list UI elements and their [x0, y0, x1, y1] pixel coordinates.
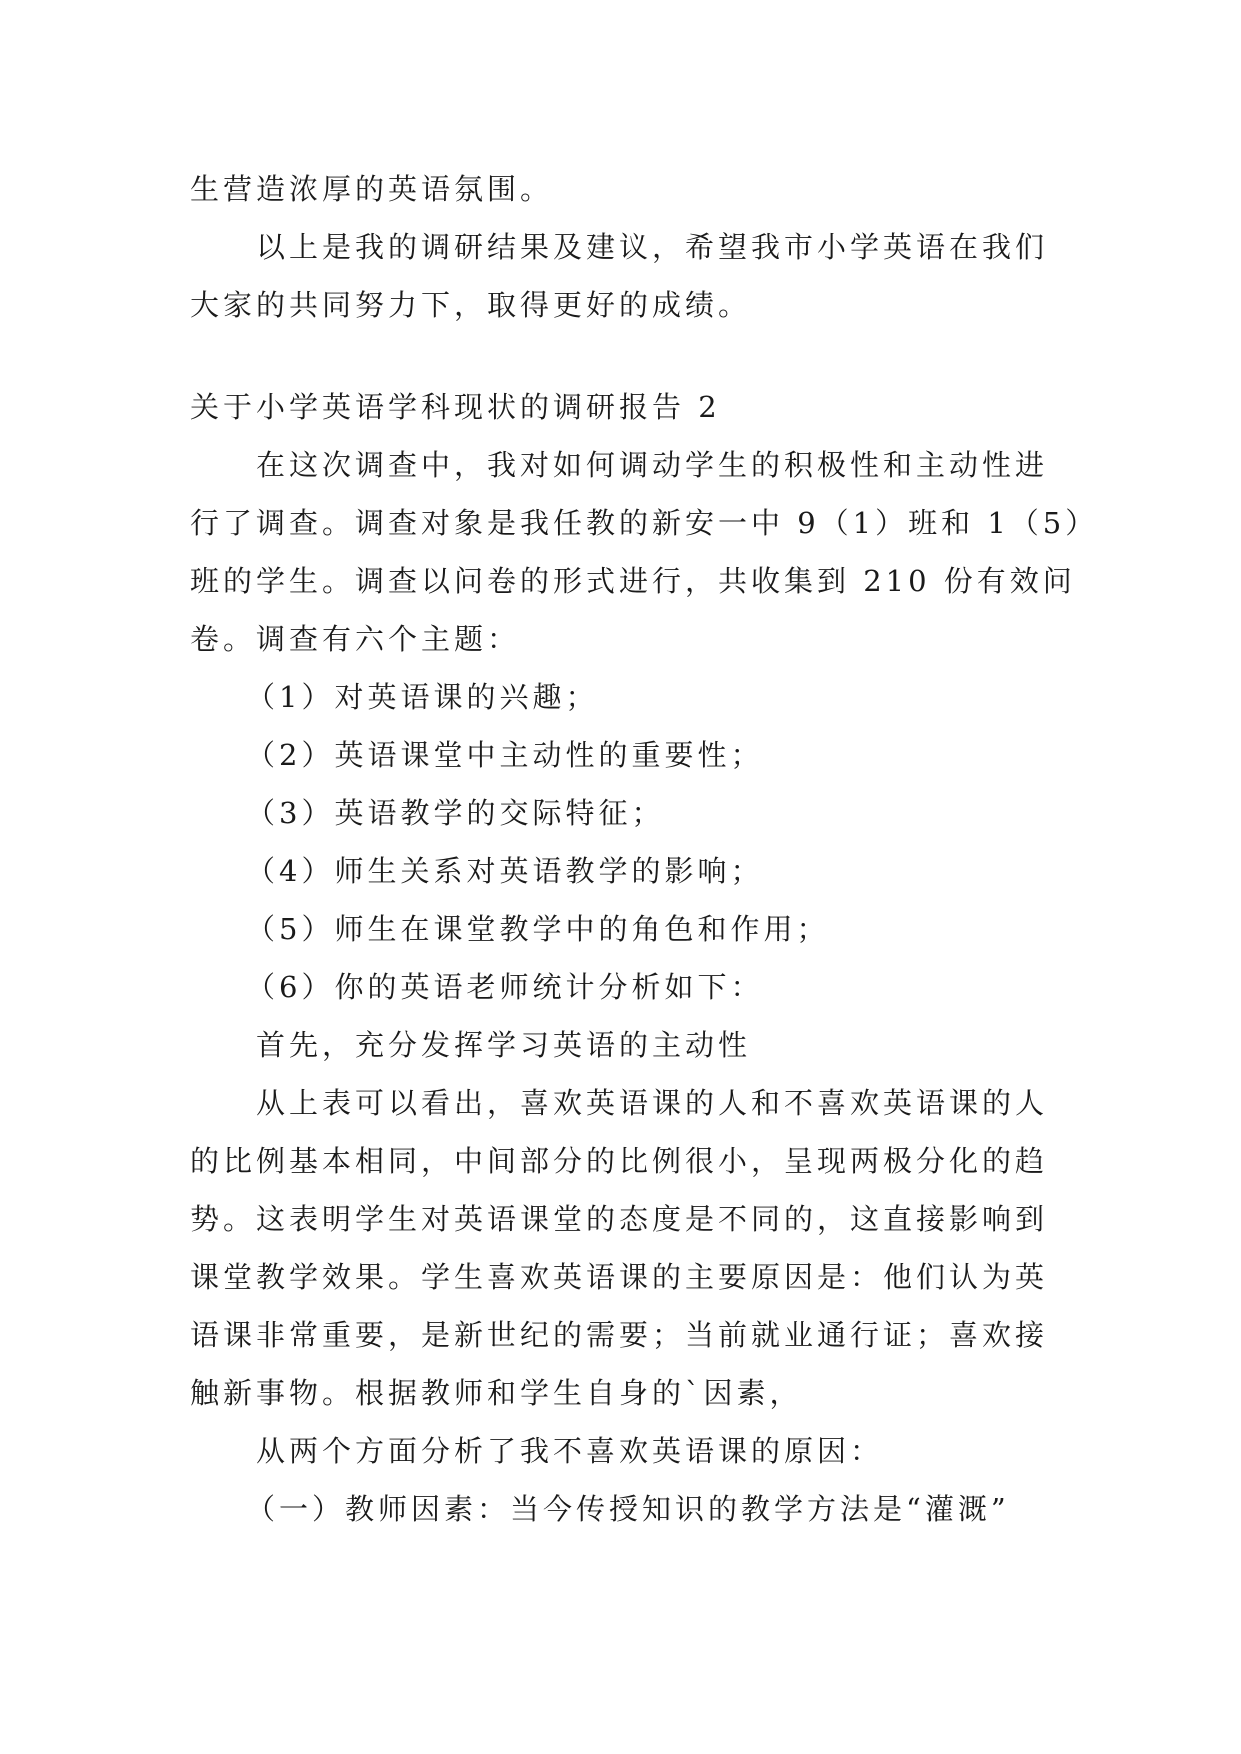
topic-item: （4）师生关系对英语教学的影响；	[246, 854, 764, 888]
paragraph-line: 的比例基本相同，中间部分的比例很小，呈现两极分化的趋	[190, 1144, 1049, 1178]
topic-item: （6）你的英语老师统计分析如下：	[246, 970, 764, 1004]
first-point: 首先，充分发挥学习英语的主动性	[256, 1028, 752, 1062]
paragraph-line: 触新事物。根据教师和学生自身的`因素，	[190, 1376, 803, 1410]
paragraph-line: 以上是我的调研结果及建议，希望我市小学英语在我们	[256, 230, 1049, 264]
teacher-factor: （一）教师因素：当今传授知识的教学方法是“灌溉”	[246, 1492, 1010, 1526]
section-title: 关于小学英语学科现状的调研报告 2	[190, 390, 721, 424]
section-gap	[190, 334, 1070, 378]
paragraph-line: 从上表可以看出，喜欢英语课的人和不喜欢英语课的人	[256, 1086, 1049, 1120]
topic-item: （5）师生在课堂教学中的角色和作用；	[246, 912, 830, 946]
paragraph-line: 大家的共同努力下，取得更好的成绩。	[190, 288, 752, 322]
paragraph-line: 课堂教学效果。学生喜欢英语课的主要原因是：他们认为英	[190, 1260, 1049, 1294]
paragraph-line: 行了调查。调查对象是我任教的新安一中 9（1）班和 1（5）	[190, 506, 1099, 540]
topic-item: （3）英语教学的交际特征；	[246, 796, 665, 830]
topic-item: （2）英语课堂中主动性的重要性；	[246, 738, 764, 772]
topic-item: （1）对英语课的兴趣；	[246, 680, 599, 714]
paragraph-line: 卷。调查有六个主题：	[190, 622, 521, 656]
paragraph-line: 生营造浓厚的英语氛围。	[190, 172, 554, 206]
reasons-intro: 从两个方面分析了我不喜欢英语课的原因：	[256, 1434, 884, 1468]
document-body	[190, 160, 1099, 1538]
paragraph-line: 势。这表明学生对英语课堂的态度是不同的，这直接影响到	[190, 1202, 1049, 1236]
paragraph-line: 班的学生。调查以问卷的形式进行，共收集到 210 份有效问	[190, 564, 1076, 598]
paragraph-line: 在这次调查中，我对如何调动学生的积极性和主动性进	[256, 448, 1049, 482]
paragraph-line: 语课非常重要，是新世纪的需要；当前就业通行证；喜欢接	[190, 1318, 1049, 1352]
